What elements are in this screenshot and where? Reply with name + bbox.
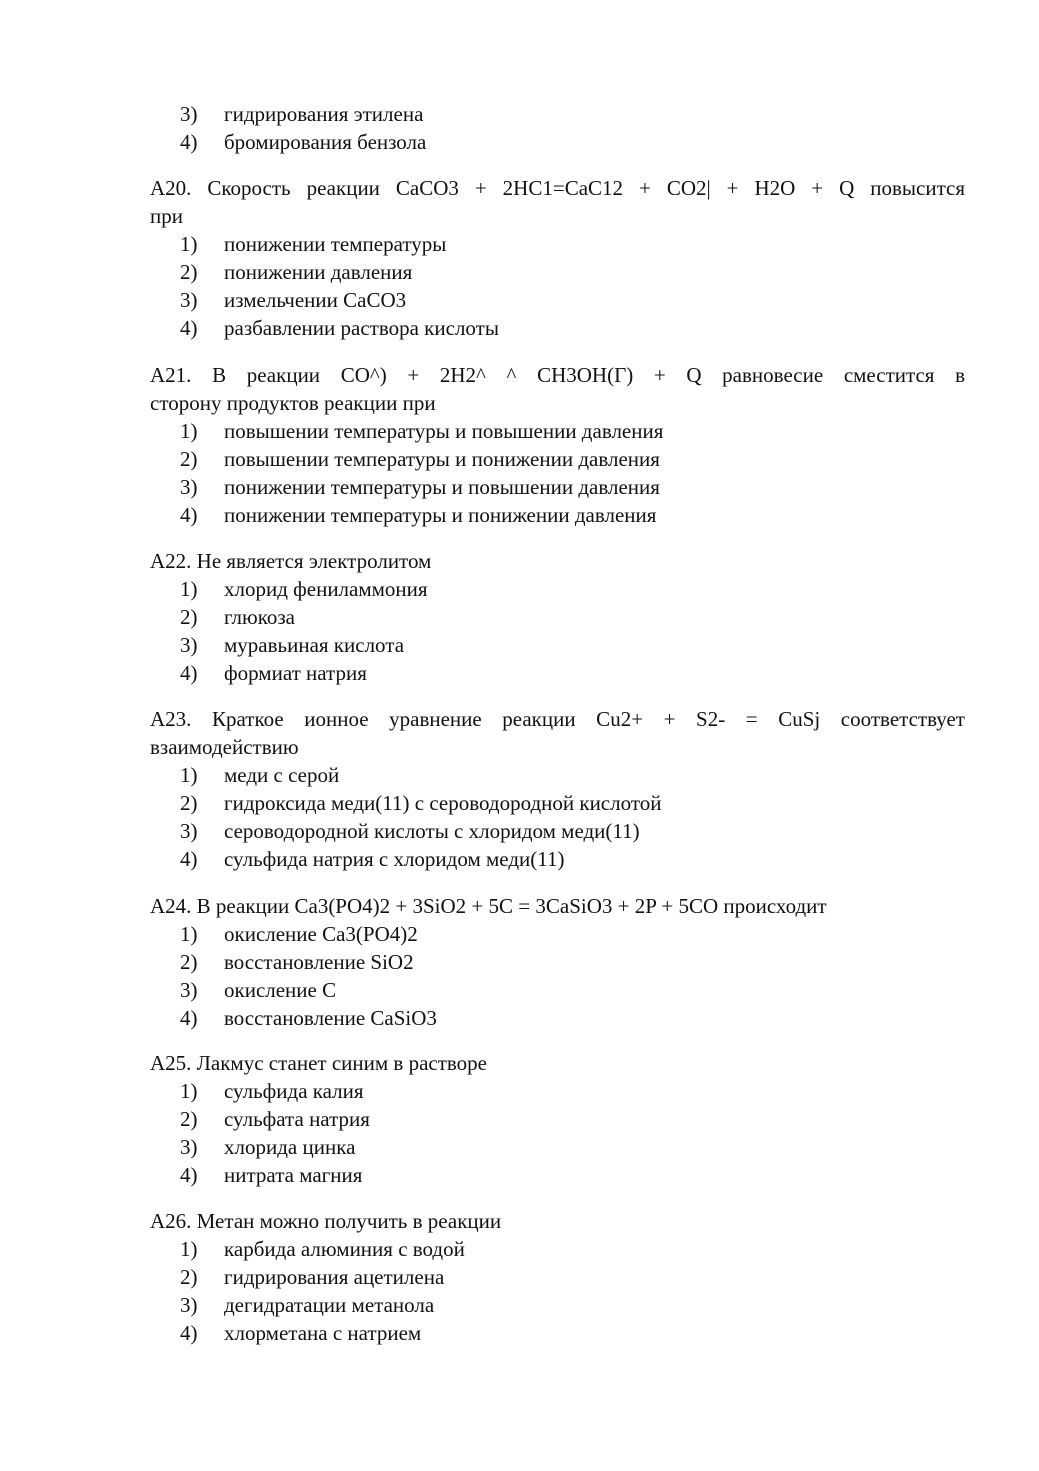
question-stem-continued: сторону продуктов реакции при — [150, 391, 436, 415]
option-number: 4) — [180, 1006, 198, 1030]
option-text: нитрата магния — [224, 1163, 363, 1187]
option — [150, 1319, 965, 1347]
question-a20 — [150, 174, 965, 342]
option-number: 2) — [180, 1107, 198, 1131]
option-text: понижении температуры и повышении давления — [224, 475, 660, 499]
option-text: сульфида натрия с хлоридом меди(11) — [224, 847, 565, 871]
option-number: 2) — [180, 447, 198, 471]
option-text: понижении температуры и понижении давления — [224, 503, 657, 527]
option-text: измельчении CaCO3 — [224, 288, 407, 312]
option — [150, 920, 965, 948]
option-number: 3) — [180, 288, 198, 312]
option — [150, 445, 965, 473]
option-text: гидрирования ацетилена — [224, 1265, 445, 1289]
option-number: 1) — [180, 1079, 198, 1103]
option-number: 2) — [180, 260, 198, 284]
question-stem: А20. Скорость реакции CaCO3 + 2HC1=CaC12 + CO2| + H2O + Q повысится — [150, 176, 965, 200]
option — [150, 845, 965, 873]
option-number: 1) — [180, 1237, 198, 1261]
option-number: 3) — [180, 978, 198, 1002]
option-text: понижении давления — [224, 260, 413, 284]
continued-options — [150, 100, 965, 156]
option-text: окисление Ca3(PO4)2 — [224, 922, 418, 946]
question-stem-continued: взаимодействию — [150, 735, 299, 759]
question-a23 — [150, 705, 965, 873]
option-number: 2) — [180, 950, 198, 974]
option — [150, 314, 965, 342]
option — [150, 501, 965, 529]
option — [150, 631, 965, 659]
option — [150, 948, 965, 976]
option — [150, 575, 965, 603]
option-text: сероводородной кислоты с хлоридом меди(11) — [224, 819, 640, 843]
option-number: 1) — [180, 419, 198, 443]
option-text: восстановление CaSiO3 — [224, 1006, 437, 1030]
option — [150, 1161, 965, 1189]
question-stem: А22. Не является электролитом — [150, 549, 432, 573]
option — [150, 1291, 965, 1319]
option — [150, 128, 965, 156]
option-text: гидрирования этилена — [224, 102, 424, 126]
question-stem: А25. Лакмус станет синим в растворе — [150, 1051, 488, 1075]
option-text: бромирования бензола — [224, 130, 427, 154]
question-a22 — [150, 547, 965, 687]
option-number: 4) — [180, 316, 198, 340]
option-text: понижении температуры — [224, 232, 447, 256]
option — [150, 789, 965, 817]
question-a25 — [150, 1049, 965, 1189]
option-text: хлорид фениламмония — [224, 577, 428, 601]
option-number: 3) — [180, 633, 198, 657]
option — [150, 1235, 965, 1263]
option-text: сульфата натрия — [224, 1107, 370, 1131]
option-text: сульфида калия — [224, 1079, 364, 1103]
option — [150, 1105, 965, 1133]
option — [150, 1004, 965, 1032]
option-text: муравьиная кислота — [224, 633, 405, 657]
option — [150, 976, 965, 1004]
option — [150, 817, 965, 845]
option — [150, 1263, 965, 1291]
question-a21 — [150, 361, 965, 529]
option-number: 1) — [180, 763, 198, 787]
option — [150, 603, 965, 631]
option-text: хлорида цинка — [224, 1135, 356, 1159]
option-number: 3) — [180, 1135, 198, 1159]
option-number: 4) — [180, 503, 198, 527]
option-number: 2) — [180, 791, 198, 815]
option — [150, 473, 965, 501]
option-text: глюкоза — [224, 605, 295, 629]
option-text: гидроксида меди(11) с сероводородной кислотой — [224, 791, 662, 815]
option-number: 4) — [180, 1321, 198, 1345]
question-stem: А23. Краткое ионное уравнение реакции Cu2+ + S2- = CuSj соответствует — [150, 707, 965, 731]
option — [150, 659, 965, 687]
option — [150, 286, 965, 314]
option-number: 4) — [180, 130, 198, 154]
option-text: формиат натрия — [224, 661, 367, 685]
option — [150, 230, 965, 258]
option-text: окисление C — [224, 978, 337, 1002]
option-text: хлорметана с натрием — [224, 1321, 422, 1345]
option — [150, 417, 965, 445]
option-number: 4) — [180, 661, 198, 685]
option-number: 3) — [180, 475, 198, 499]
question-a26 — [150, 1207, 965, 1347]
option-number: 1) — [180, 577, 198, 601]
option-number: 4) — [180, 847, 198, 871]
option-text: карбида алюминия с водой — [224, 1237, 465, 1261]
option-text: разбавлении раствора кислоты — [224, 316, 499, 340]
option-number: 4) — [180, 1163, 198, 1187]
question-stem: А26. Метан можно получить в реакции — [150, 1209, 502, 1233]
option-number: 3) — [180, 102, 198, 126]
option — [150, 1077, 965, 1105]
option — [150, 100, 965, 128]
option — [150, 258, 965, 286]
option-text: меди с серой — [224, 763, 340, 787]
option-number: 3) — [180, 1293, 198, 1317]
option-number: 1) — [180, 922, 198, 946]
question-stem-continued: при — [150, 204, 183, 228]
option-number: 2) — [180, 605, 198, 629]
option — [150, 1133, 965, 1161]
option — [150, 761, 965, 789]
question-a24 — [150, 892, 965, 1032]
option-number: 3) — [180, 819, 198, 843]
option-text: повышении температуры и повышении давления — [224, 419, 664, 443]
option-number: 1) — [180, 232, 198, 256]
option-text: повышении температуры и понижении давления — [224, 447, 660, 471]
question-stem: А21. В реакции CO^) + 2H2^ ^ CH3OH(Г) + Q равновесие сместится в — [150, 363, 965, 387]
option-number: 2) — [180, 1265, 198, 1289]
option-text: дегидратации метанола — [224, 1293, 435, 1317]
question-stem: А24. В реакции Ca3(PO4)2 + 3SiO2 + 5C = 3CaSiO3 + 2P + 5CO происходит — [150, 894, 827, 918]
option-text: восстановление SiO2 — [224, 950, 414, 974]
